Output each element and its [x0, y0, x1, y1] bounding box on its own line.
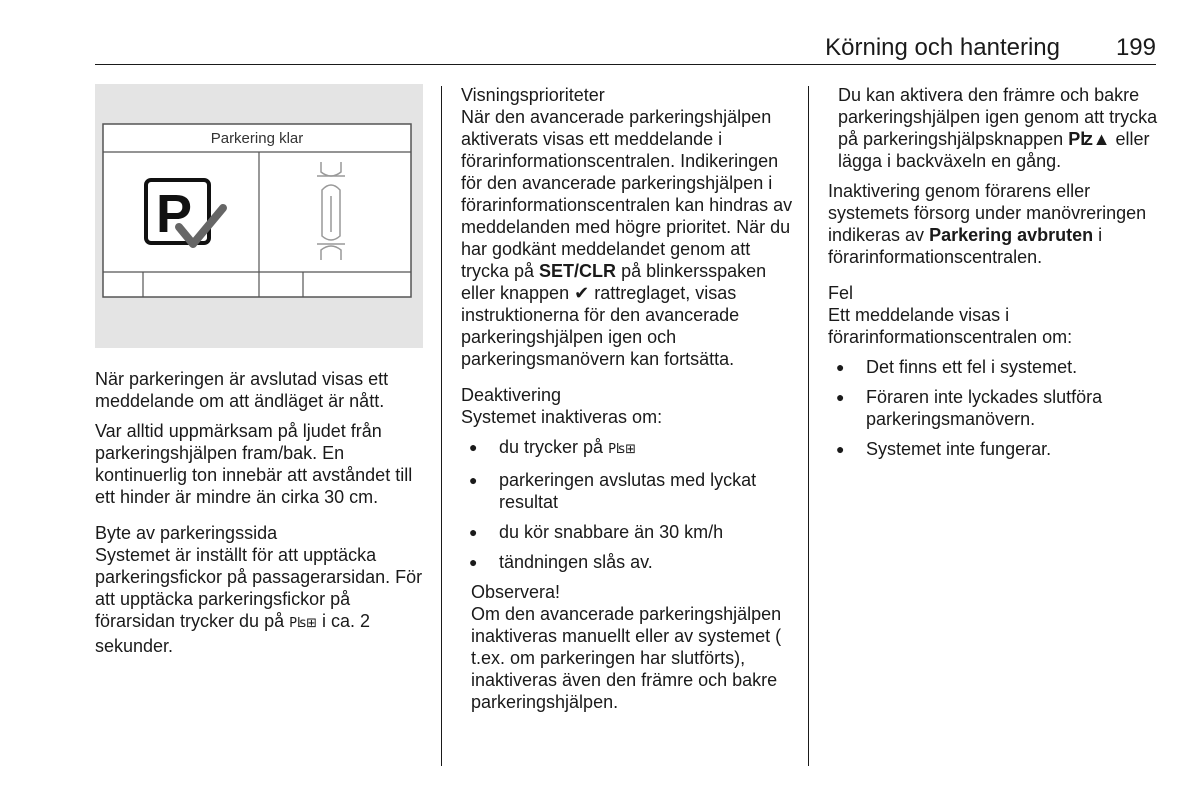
screen-title: Parkering klar [210, 130, 304, 147]
column-divider-right [808, 86, 809, 766]
parking-sensor-button-icon: Pʫ▲ [1068, 129, 1111, 149]
paragraph-parking-side: Systemet är inställt för att upptäcka parkeringsfickor på passagerarsidan. För att upptäcka parkeringsfickor på förarsidan trycker du på Pʪ⊞ i ca. 2 sekunder. [95, 545, 423, 656]
note-text: Om den avancerade parkeringshjälpen inaktiveras manuellt eller av systemet ( t.ex. om parkeringen har slutförts), inaktiveras även den främre och bakre parkeringshjälpen. [471, 604, 782, 712]
paragraph-inactivation: Inaktivering genom förarens eller systemets försorg under manövreringen indikeras av Parkering avbruten i förarinformationscentralen. [828, 181, 1147, 267]
header-rule [95, 64, 1156, 65]
parking-assist-button-icon: Pʪ⊞ [608, 442, 636, 457]
deactivation-list [461, 436, 793, 573]
list-item: ● parkeringen avslutas med lyckat resultat [461, 469, 793, 513]
column-2 [461, 84, 793, 721]
paragraph-fault: Ett meddelande visas i förarinformationscentralen om: [828, 305, 1073, 347]
list-item: ● Systemet inte fungerar. [828, 438, 1158, 460]
parking-aborted-label: Parkering avbruten [929, 225, 1094, 245]
column-3 [828, 84, 1158, 468]
list-item: ● Föraren inte lyckades slutföra parkeringsmanövern. [828, 386, 1158, 430]
header-title: Körning och hantering [825, 34, 1060, 61]
parking-display-illustration [95, 84, 423, 348]
page-number: 199 [1115, 34, 1156, 61]
heading-fault: Fel [828, 283, 854, 303]
set-clr-label: SET/CLR [539, 261, 617, 281]
paragraph-deactivation: Systemet inaktiveras om: [461, 407, 663, 427]
column-1 [95, 368, 425, 665]
list-item: ● Det finns ett fel i systemet. [828, 356, 1158, 378]
paragraph-reactivate: Du kan aktivera den främre och bakre parkeringshjälpen igen genom att trycka på parkeringshjälpsknappen Pʫ▲ eller lägga i backväxeln en gång. [838, 85, 1158, 171]
heading-deactivation: Deaktivering [461, 385, 562, 405]
list-item: ● du kör snabbare än 30 km/h [461, 521, 793, 543]
note-box [461, 581, 793, 713]
paragraph-end-position: När parkeringen är avslutad visas ett meddelande om att ändläget är nått. [95, 369, 389, 411]
p-letter: P [155, 184, 193, 244]
list-item: ● tändningen slås av. [461, 551, 793, 573]
heading-parking-side: Byte av parkeringssida [95, 523, 278, 543]
paragraph-sound-warning: Var alltid uppmärksam på ljudet från parkeringshjälpen fram/bak. En kontinuerlig ton innebär att avståndet till ett hinder är mindre än cirka 30 cm. [95, 421, 413, 507]
column-divider-left [441, 86, 442, 766]
note-title: Observera! [471, 582, 561, 602]
parking-display-figure [95, 84, 423, 348]
fault-list [828, 356, 1158, 460]
paragraph-display-priorities: När den avancerade parkeringshjälpen aktiverats visas ett meddelande i förarinformationscentralen. Indikeringen för den avancerade parkeringshjälpen i förarinformationscentralen kan hindras av meddelanden med högre prioritet. När du har godkänt meddelandet genom att trycka på SET/CLR på blinkersspaken eller knappen ✔ rattreglaget, visas instruktionerna för den avancerade parkeringshjälpen igen och parkeringsmanövern kan fortsätta. [461, 107, 793, 369]
heading-display-priorities: Visningsprioriteter [461, 85, 605, 105]
parking-assist-button-icon: Pʪ⊞ [289, 616, 318, 631]
check-icon: ✔ [574, 283, 590, 303]
list-item: ● du trycker på Pʪ⊞ [461, 436, 793, 461]
